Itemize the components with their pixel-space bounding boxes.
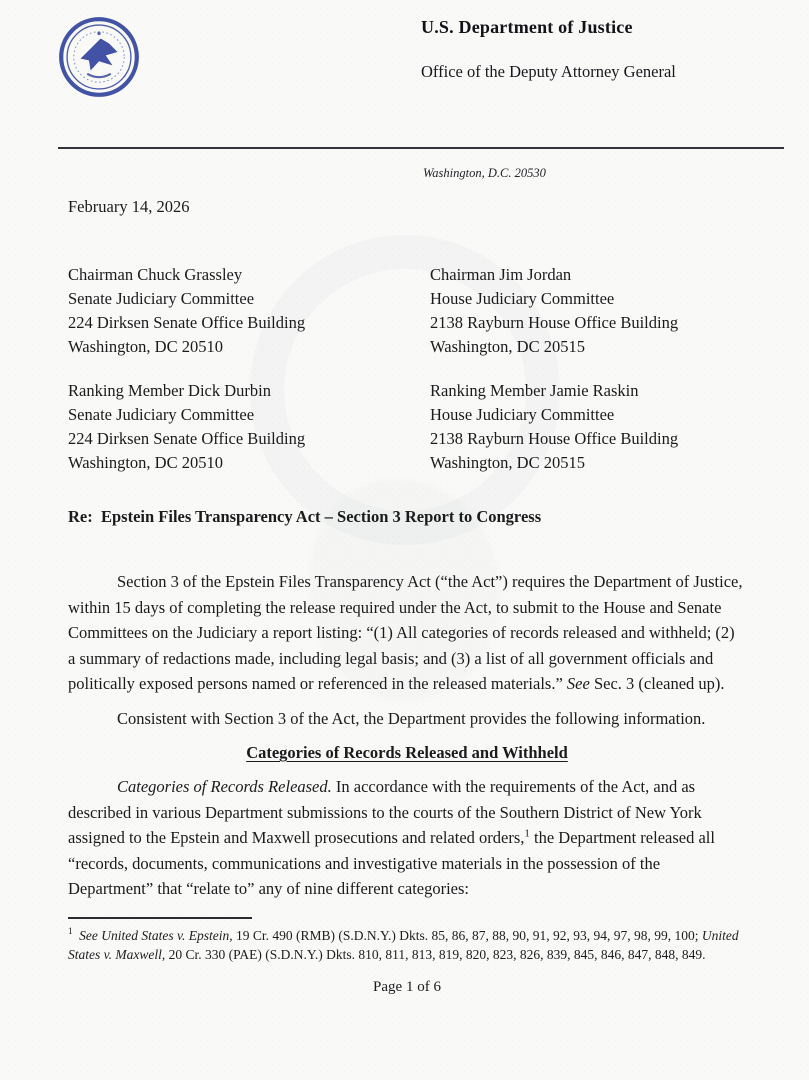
text-run: Categories of Records Released. [117, 777, 332, 796]
paragraph-consistent [68, 706, 746, 732]
address-line: Washington, DC 20510 [68, 453, 223, 472]
letterhead-agency: U.S. Department of Justice [421, 17, 633, 37]
address-line: Ranking Member Dick Durbin [68, 381, 272, 400]
recipient-block-grassley [68, 263, 430, 359]
text-run: , 20 Cr. 330 (PAE) (S.D.N.Y.) Dkts. 810, 811, 813, 819, 820, 823, 826, 839, 845, 846, 847, 848, 849. [161, 946, 706, 962]
recipient-block-durbin [68, 379, 430, 475]
address-line: 224 Dirksen Senate Office Building [68, 313, 306, 332]
letterhead-office: Office of the Deputy Attorney General [421, 62, 676, 81]
footnote-block [68, 917, 746, 964]
text-run: Sec. 3 (cleaned up). [589, 674, 725, 693]
text-run: , 19 Cr. 490 (RMB) (S.D.N.Y.) Dkts. 85, 86, 87, 88, 90, 91, 92, 93, 94, 97, 98, 99, 100; [229, 927, 702, 943]
subject-line: Re: Epstein Files Transparency Act – Section 3 Report to Congress [68, 507, 542, 526]
text-run: United States v. Maxwell [68, 927, 739, 962]
address-line: Washington, DC 20510 [68, 337, 223, 356]
section-heading: Categories of Records Released and Withheld [246, 743, 568, 762]
text-run: See United States v. Epstein [79, 927, 230, 943]
text-run: 1 [524, 827, 530, 840]
text-run: Section 3 of the Epstein Files Transparency Act (“the Act”) requires the Department of Justice, within 15 days of completing the release required under the Act, to submit to the House and Senate Committees on the Judiciary a report listing: “(1) All categories of records released and withheld; (2) a summary of redactions made, including legal basis; and (3) a list of all government officials and politically exposed persons named or referenced in the released materials.” [68, 572, 743, 693]
address-line: Ranking Member Jamie Raskin [430, 381, 639, 400]
address-line: Washington, DC 20515 [430, 337, 585, 356]
text-run: In accordance with the requirements of the Act, and as described in various Department submissions to the courts of the Southern District of New York assigned to the Epstein and Maxwell prosecutions and related orders, [68, 777, 702, 847]
text-run: the Department released all “records, documents, communications and investigative materials in the possession of the Department” that “relate to” any of nine different categories: [68, 828, 715, 898]
address-line: Chairman Chuck Grassley [68, 265, 243, 284]
text-run: Consistent with Section 3 of the Act, the Department provides the following information. [117, 708, 706, 728]
doj-seal-icon [57, 13, 141, 101]
footnote-separator [68, 917, 252, 919]
address-line: Washington, DC 20515 [430, 453, 585, 472]
address-line: Chairman Jim Jordan [430, 265, 572, 284]
letterhead-city-line: Washington, D.C. 20530 [423, 166, 546, 180]
recipient-block-jordan [430, 263, 746, 359]
recipient-row-2 [68, 379, 746, 475]
recipient-row-1 [68, 263, 746, 359]
letter-body [68, 197, 746, 996]
text-run: 1 [68, 927, 73, 937]
paragraph-section3 [68, 569, 746, 697]
address-line: House Judiciary Committee [430, 405, 615, 424]
address-line: Senate Judiciary Committee [68, 289, 255, 308]
address-line: 2138 Rayburn House Office Building [430, 313, 679, 332]
paragraph-categories-released [68, 774, 746, 902]
footnote-text [68, 926, 746, 964]
page-number: Page 1 of 6 [373, 978, 441, 995]
recipient-block-raskin [430, 379, 746, 475]
address-line: House Judiciary Committee [430, 289, 615, 308]
letter-date: February 14, 2026 [68, 197, 190, 216]
address-line: Senate Judiciary Committee [68, 405, 255, 424]
letterhead-rule [58, 147, 784, 149]
address-line: 224 Dirksen Senate Office Building [68, 429, 306, 448]
text-run: See [566, 674, 590, 693]
address-line: 2138 Rayburn House Office Building [430, 429, 679, 448]
